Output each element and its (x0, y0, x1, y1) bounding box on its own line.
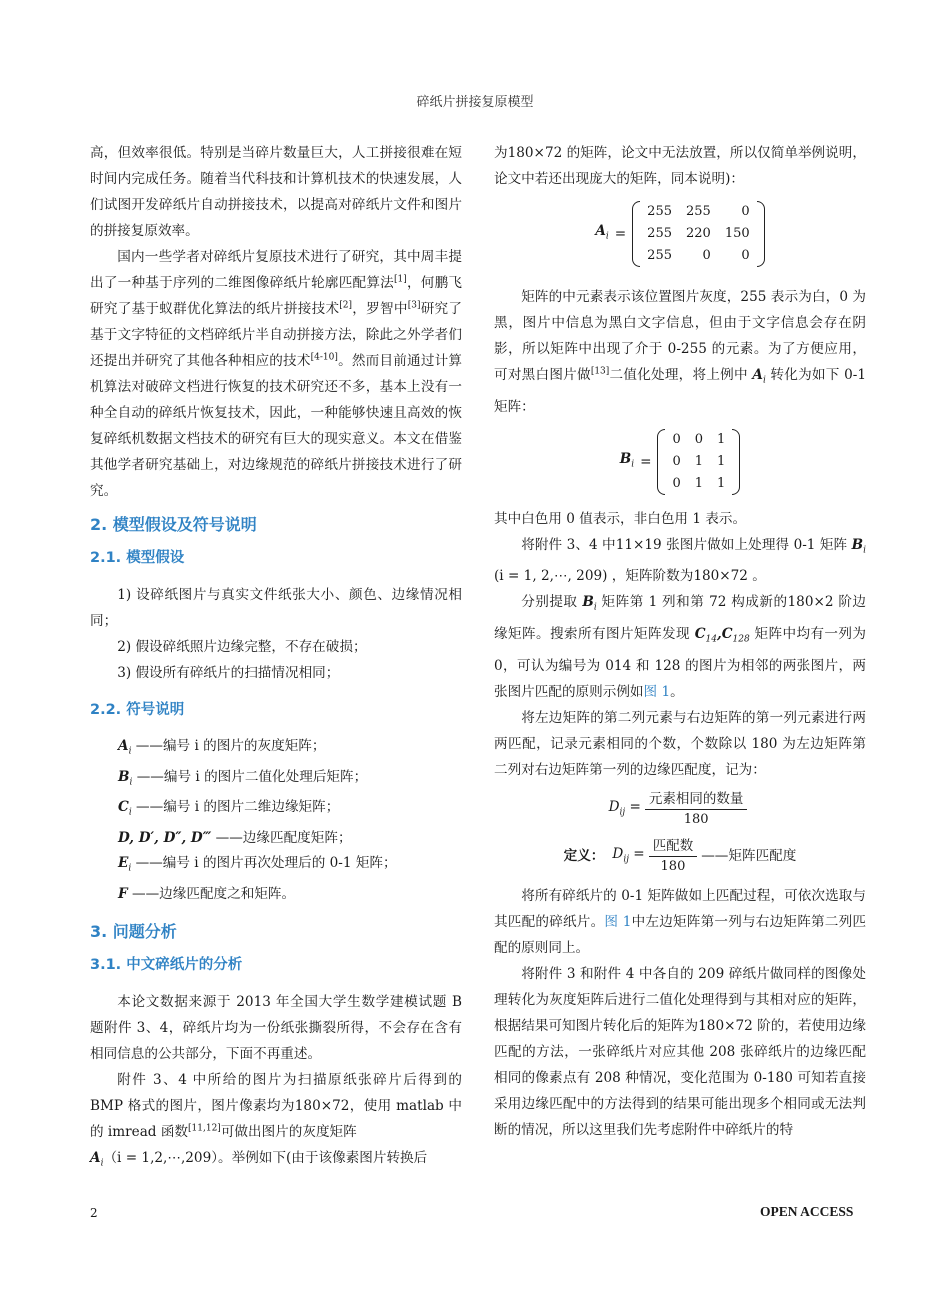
matrix-cell: 255 (647, 226, 672, 241)
matrix-cell: 150 (724, 226, 750, 241)
text-run: 中左边矩阵第一列与右边矩阵第二列匹配的原则同上。 (494, 913, 866, 956)
matrix-cell: 220 (686, 226, 711, 241)
right-column (494, 140, 866, 1143)
paragraph: 为180×72 的矩阵，论文中无法放置，所以仅简单举例说明，论文中若还出现庞大的矩阵，同本说明)： (494, 145, 866, 187)
paragraph: 其中白色用 0 值表示，非白色用 1 表示。 (494, 510, 747, 527)
matrix-row (665, 473, 732, 495)
assumption-item: 1) 设碎纸图片与真实文件纸张大小、颜色、边缘情况相同； (90, 587, 462, 629)
fraction (645, 789, 748, 830)
symbol-description: ——编号 i 的图片的灰度矩阵； (131, 738, 326, 754)
assumption-item: 3) 假设所有碎纸片的扫描情况相同； (117, 665, 340, 681)
text-run: 分别提取 (521, 594, 578, 611)
text-run: 将所有碎纸片的 0-1 矩阵做如上匹配过程，可依次选取与其匹配的碎纸片。 (494, 887, 866, 930)
matrix-row (640, 223, 756, 245)
symbol-description: ——边缘匹配度之和矩阵。 (127, 885, 296, 902)
citation[interactable]: [1] (393, 274, 407, 285)
paragraph-attach (494, 532, 866, 590)
symbol-description: ——编号 i 的图片二值化处理后矩阵； (132, 768, 368, 785)
matrix-cell: 0 (672, 431, 681, 447)
equation-lhs: $D_{ij}$ = (612, 845, 645, 865)
page-number: 2 (90, 1206, 98, 1220)
symbol-list (90, 734, 462, 907)
math-symbol: $B_i$ (851, 536, 866, 556)
fraction (649, 836, 698, 877)
symbol-item (90, 826, 462, 851)
paragraph-bmp (90, 1067, 462, 1177)
matrix-table (640, 201, 756, 267)
subsection-heading-chinese: 3.1. 中文碎纸片的分析 (90, 956, 243, 973)
text-run: 转化为如下 0-1 矩阵： (494, 367, 867, 415)
text-run: 矩阵中均有一列为 0，可认为编号为 014 和 128 的图片为相邻的两张图片，两张图片匹配的原则示例如 (494, 626, 867, 700)
matrix-row (665, 451, 732, 473)
matrix-bracket (657, 429, 740, 495)
matrix-cell: 0 (694, 431, 704, 447)
citation[interactable]: [3] (407, 300, 421, 311)
definition-label: 定义： (563, 848, 605, 865)
equation-lhs: $D_{ij}$ = (608, 798, 641, 818)
symbol-glyph: D, D′, D″, D‴ (118, 830, 212, 847)
text-run: 将附件 3、4 中11×19 张图片做如上处理得 0-1 矩阵 (521, 536, 848, 553)
matrix-A: $A_i$ = 255 255 0 255 220 150 255 0 0 (494, 196, 866, 272)
fraction-denominator: 180 (660, 858, 686, 874)
symbol-item (90, 765, 462, 796)
matrix-cell: 0 (741, 248, 750, 263)
text-run: 可做出图片的灰度矩阵 (220, 1123, 357, 1140)
symbol-glyph: $B_i$ (118, 768, 133, 788)
text-run: ，何鹏飞研究了基于蚁群优化算法的纸片拼接技术 (90, 275, 463, 317)
math-symbol: $A_i$ (90, 1149, 104, 1169)
math-symbol: $A_i$ (752, 367, 766, 386)
math-symbol: $C_{14},C_{128}$ (694, 626, 750, 645)
open-access-label: OPEN ACCESS (760, 1204, 854, 1219)
text-run: 矩阵的中元素表示该位置图片灰度，255 表示为白，0 为黑，图片中信息为黑白文字信息，但由于文字信息会存在阴影，所以矩阵中出现了介于 0-255 的元素。为了方便应用，可对黑白图片做 (494, 289, 866, 383)
equation-definition (494, 836, 866, 877)
text-run: 研究了基于文字特征的文档碎纸片半自动拼接方法，除此之外学者们还提出并研究了其他各种相应的技术 (90, 301, 463, 369)
matrix-B: $B_i$ = 0 0 1 0 1 1 0 1 1 (494, 424, 866, 500)
paragraph: 本论文数据来源于 2013 年全国大学生数学建模试题 B 题附件 3、4，碎纸片均为一份纸张撕裂所得，不会存在含有相同信息的公共部分，下面不再重述。 (90, 993, 462, 1062)
text-run: 。 (670, 683, 684, 700)
symbol-glyph: $A_i$ (118, 738, 132, 757)
matrix-row (640, 245, 756, 267)
symbol-description: ——编号 i 的图片再次处理后的 0-1 矩阵； (131, 855, 397, 872)
matrix-cell: 0 (702, 248, 711, 263)
matrix-cell: 0 (672, 475, 681, 491)
paragraph-gray (494, 284, 866, 420)
math-symbol: $B_i$ (582, 594, 597, 614)
text-run: 附件 3、4 中所给的图片为扫描原纸张碎片后得到的 BMP 格式的图片，图片像素均为180×72，使用 matlab 中的 imread 函数 (90, 1071, 462, 1140)
citation[interactable]: [2] (339, 300, 353, 311)
symbol-glyph: $E_i$ (118, 855, 132, 874)
matrix-cell: 1 (717, 475, 726, 491)
section-heading-model: 2. 模型假设及符号说明 (90, 515, 257, 534)
citation[interactable]: [4-10] (310, 352, 338, 363)
matrix-bracket (632, 201, 764, 267)
left-column (90, 140, 462, 1177)
paragraph-related-work (90, 244, 462, 504)
matrix-cell: 255 (647, 248, 672, 263)
matrix-label: $A_i$ (595, 223, 609, 242)
symbol-item (90, 734, 462, 765)
symbol-description: ——边缘匹配度矩阵； (211, 830, 352, 847)
running-title: 碎纸片拼接复原模型 (416, 95, 534, 110)
matrix-cell: 1 (717, 431, 726, 447)
paragraph: 将左边矩阵的第二列元素与右边矩阵的第一列元素进行两两匹配，记录元素相同的个数，个数除以 180 为左边矩阵第二列对右边矩阵第一列的边缘匹配度，记为： (494, 709, 866, 778)
matrix-cell: 0 (672, 453, 681, 469)
matrix-table (665, 429, 732, 495)
equation-match (494, 789, 866, 830)
matrix-cell: 1 (694, 475, 704, 491)
matrix-label: $B_i$ (619, 450, 635, 470)
symbol-glyph: $C_i$ (118, 799, 132, 819)
text-run: (i = 1, 2,⋯, 209) ，矩阵阶数为180×72 。 (494, 568, 766, 585)
text-run: 。然而目前通过计算机算法对破碎文档进行恢复的技术研究还不多，基本上没有一种全自动的碎纸片恢复技术，因此，一种能够快速且高效的恢复碎纸机数据文档技术的研究有巨大的现实意义。本文在借鉴其他学者研究基础上，对边缘规范的碎纸片拼接技术进行了研究。 (90, 353, 463, 499)
text-run: 国内一些学者对碎纸片复原技术进行了研究，其中周丰提出了一种基于序列的二维图像碎纸片轮廓匹配算法 (90, 249, 462, 291)
symbol-description: ——编号 i 的图片二维边缘矩阵； (131, 799, 340, 816)
matrix-row (640, 201, 756, 223)
figure-link[interactable]: 图 1 (643, 683, 671, 700)
figure-link[interactable]: 图 1 (604, 913, 632, 930)
citation[interactable]: [13] (590, 366, 610, 377)
paragraph: 高，但效率很低。特别是当碎片数量巨大，人工拼接很难在短时间内完成任务。随着当代科技和计算机技术的快速发展，人们试图开发碎纸片自动拼接技术，以提高对碎纸片文件和图片的拼接复原效率。 (90, 145, 462, 239)
text-run: 矩阵第 1 列和第 72 构成新的180×2 阶边缘矩阵。搜索所有图片矩阵发现 (494, 594, 866, 643)
symbol-glyph: F (118, 885, 128, 902)
matrix-cell: 0 (741, 204, 750, 219)
matrix-cell: 1 (694, 453, 704, 469)
matrix-cell: 255 (647, 204, 672, 219)
paragraph: 将附件 3 和附件 4 中各自的 209 碎纸片做同样的图像处理转化为灰度矩阵后进行二值化处理得到与其相对应的矩阵，根据结果可知图片转化后的矩阵为180×72 阶的，若使用边缘匹配的方法，一张碎纸片对应其他 208 张碎纸片的边缘匹配相同的像素点有 208 种情况，变化范围为 0-180 可知若直接采用边缘匹配中的方法得到的结果可能出现多个相同或无法判断的情况，所以这里我们先考虑附件中碎纸片的特 (494, 965, 866, 1138)
text-run: （i = 1,2,⋯,209）。举例如下(由于该像素图片转换后 (103, 1149, 428, 1166)
subsection-heading-assumptions: 2.1. 模型假设 (90, 550, 185, 566)
matrix-row (665, 429, 732, 451)
subsection-heading-symbols: 2.2. 符号说明 (90, 702, 185, 718)
paragraph-match-all (494, 883, 866, 961)
section-heading-problem: 3. 问题分析 (90, 921, 177, 941)
fraction-numerator: 匹配数 (649, 836, 698, 857)
text-run: ，罗智中 (352, 301, 408, 317)
matrix-cell: 1 (717, 453, 726, 469)
symbol-item (90, 795, 462, 826)
paragraph-edge (494, 589, 866, 704)
fraction-numerator: 元素相同的数量 (645, 789, 748, 810)
citation[interactable]: [11,12] (188, 1123, 221, 1134)
symbol-item (90, 851, 462, 882)
assumption-item: 2) 假设碎纸照片边缘完整，不存在破损； (117, 639, 367, 655)
equation-caption: ——矩阵匹配度 (701, 848, 797, 865)
matrix-cell: 255 (686, 204, 711, 219)
symbol-item (90, 882, 462, 907)
fraction-denominator: 180 (683, 811, 709, 827)
text-run: 二值化处理，将上例中 (609, 367, 748, 383)
